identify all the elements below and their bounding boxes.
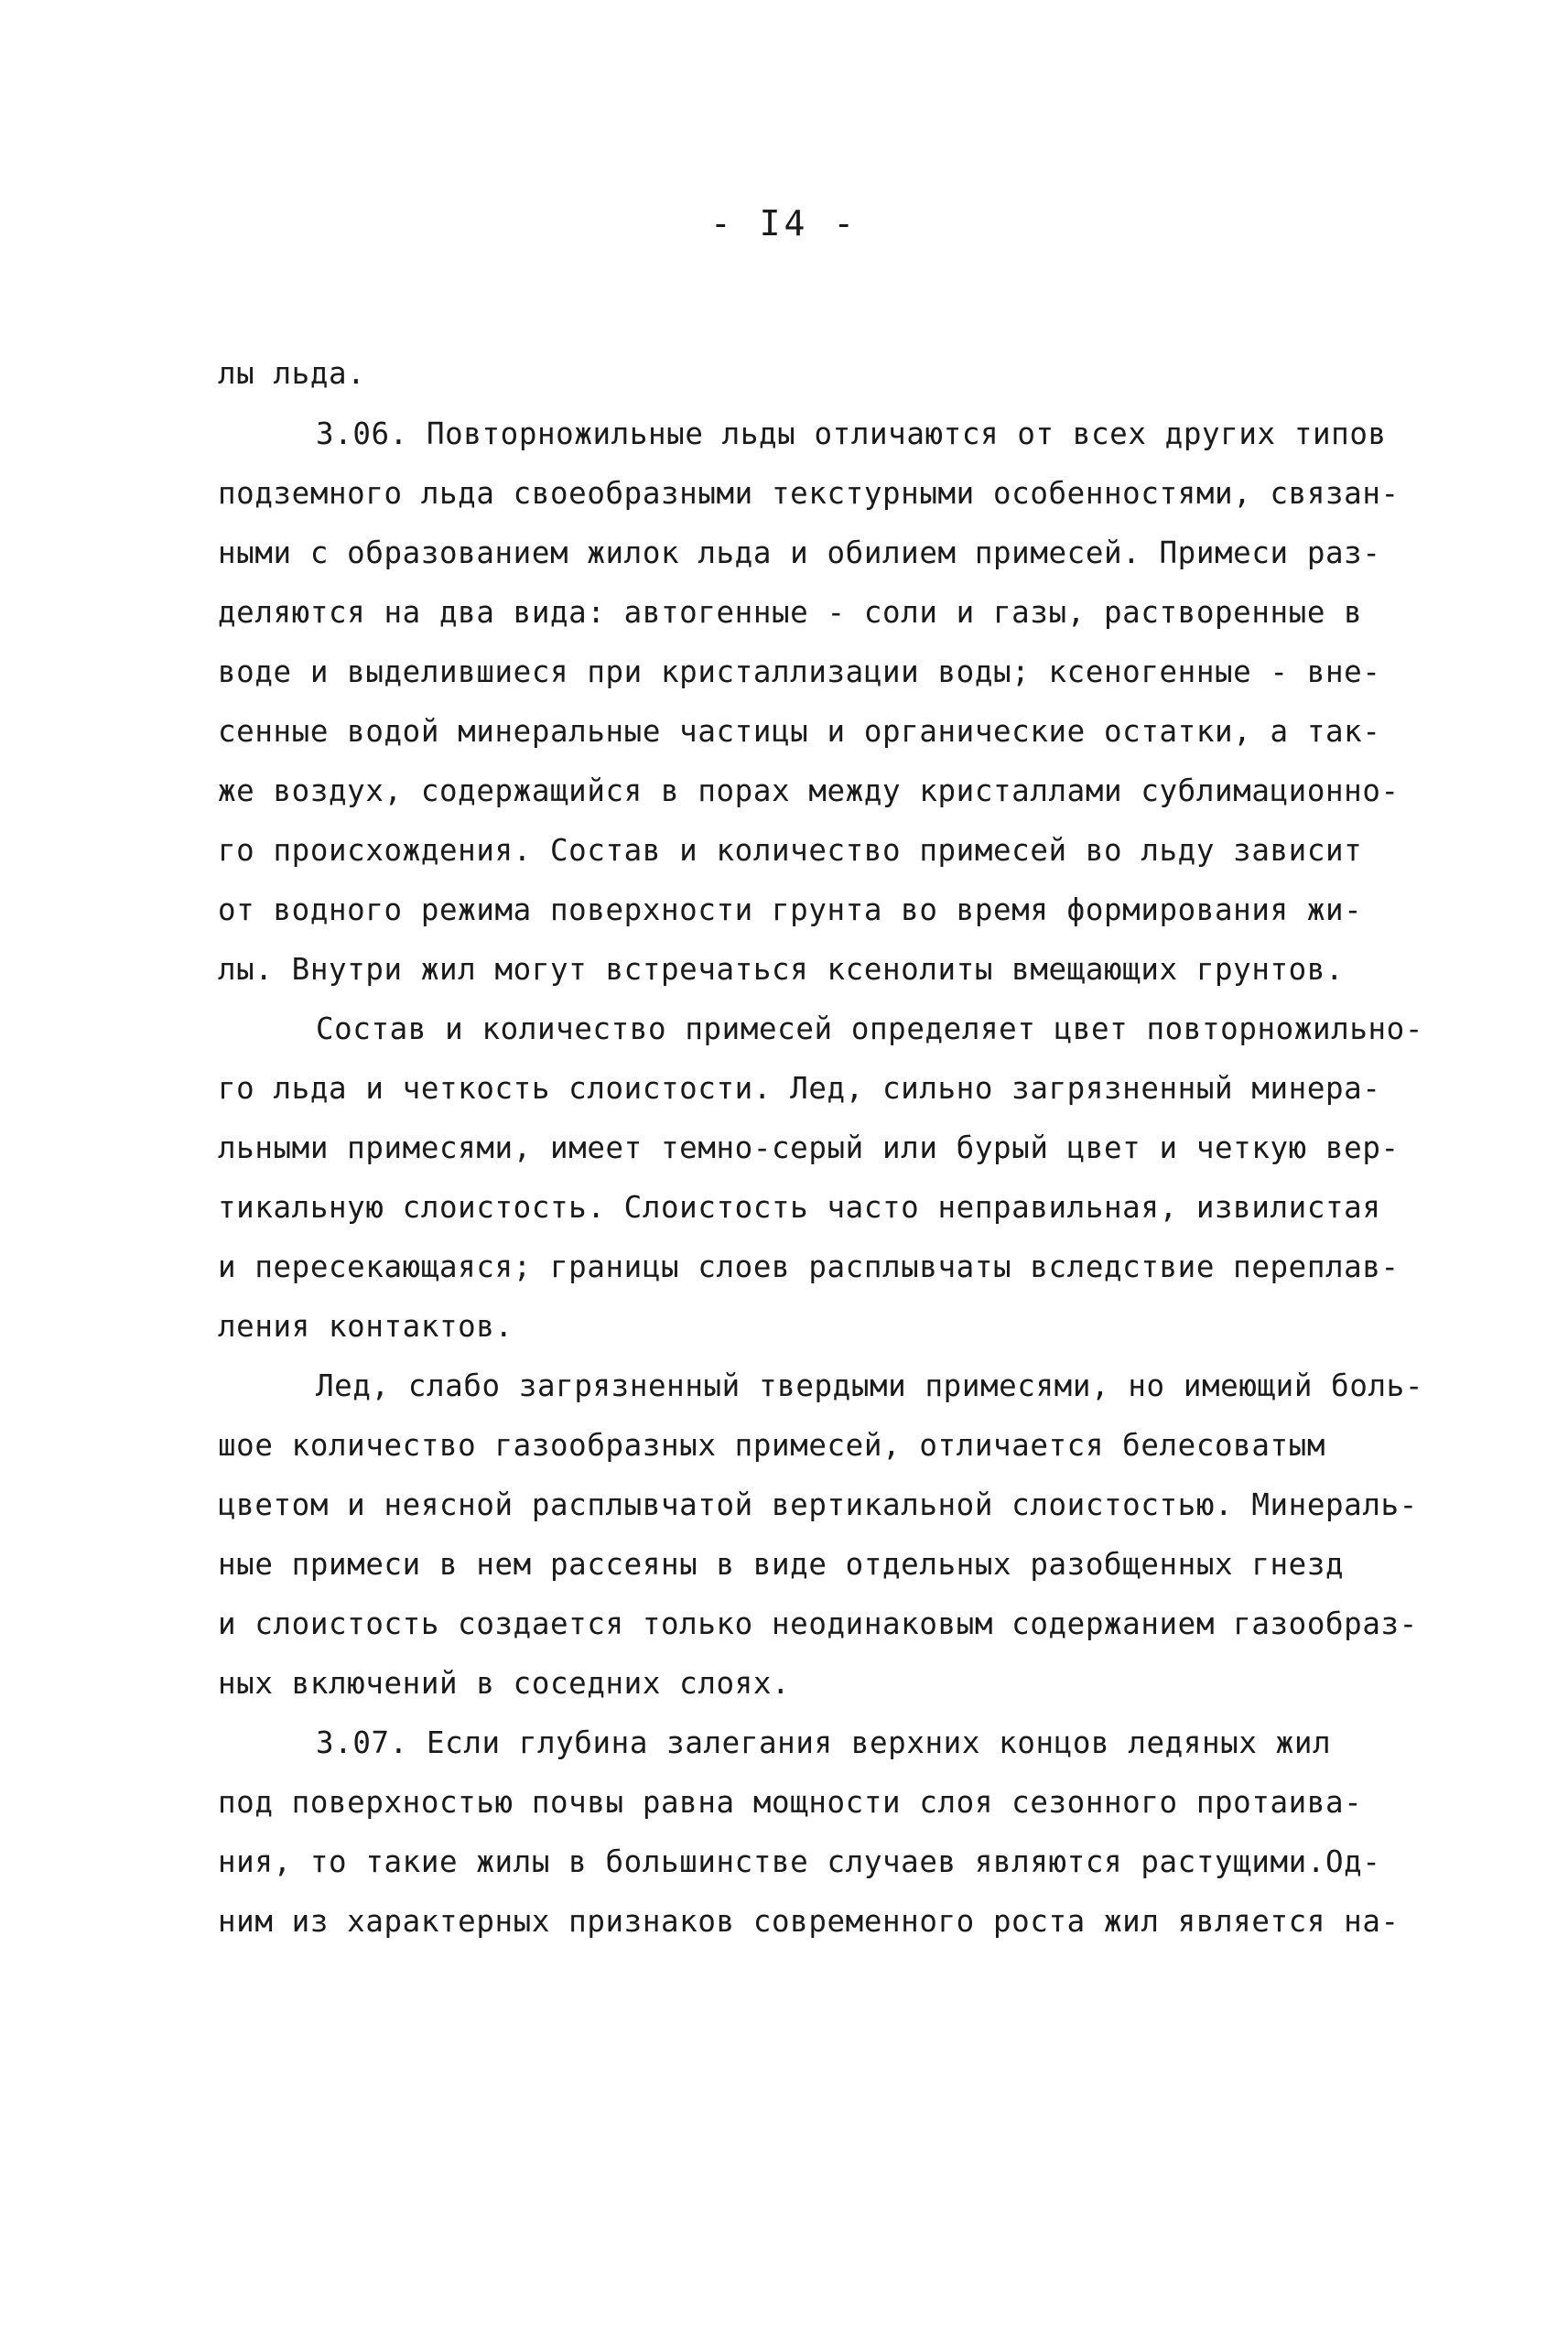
text-line: льными примесями, имеет темно-серый или бурый цвет и четкую вер- [218, 1130, 1400, 1165]
text-line: го происхождения. Состав и количество примесей во льду зависит [218, 833, 1363, 868]
text-line: ления контактов. [218, 1309, 514, 1344]
text-line: подземного льда своеобразными текстурными особенностями, связан- [218, 476, 1400, 511]
text-line: тикальную слоистость. Слоистость часто неправильная, извилистая [218, 1190, 1381, 1225]
text-line: цветом и неясной расплывчатой вертикальной слоистостью. Минераль- [218, 1487, 1418, 1522]
text-line: Лед, слабо загрязненный твердыми примесями, но имеющий боль- [316, 1368, 1423, 1403]
text-line: ные примеси в нем рассеяны в виде отдельных разобщенных гнезд [218, 1547, 1345, 1582]
text-line: ных включений в соседних слоях. [218, 1666, 791, 1701]
text-line: 3.07. Если глубина залегания верхних концов ледяных жил [316, 1725, 1332, 1760]
text-line: шое количество газообразных примесей, отличается белесоватым [218, 1428, 1325, 1463]
text-line: под поверхностью почвы равна мощности слоя сезонного протаива- [218, 1785, 1363, 1820]
text-line: и пересекающаяся; границы слоев расплывчаты вследствие переплав- [218, 1249, 1400, 1284]
text-line: от водного режима поверхности грунта во время формирования жи- [218, 892, 1363, 927]
text-line: Состав и количество примесей определяет цвет повторножильно- [316, 1011, 1423, 1046]
text-line: го льда и четкость слоистости. Лед, сильно загрязненный минера- [218, 1071, 1381, 1106]
text-line: лы. Внутри жил могут встречаться ксенолиты вмещающих грунтов. [218, 952, 1345, 987]
page-number: - I4 - [709, 203, 859, 243]
text-line: сенные водой минеральные частицы и органические остатки, а так- [218, 714, 1381, 749]
text-line: и слоистость создается только неодинаковым содержанием газообраз- [218, 1606, 1418, 1641]
text-line: ными с образованием жилок льда и обилием примесей. Примеси раз- [218, 535, 1381, 570]
text-line: же воздух, содержащийся в порах между кристаллами сублимационно- [218, 773, 1400, 808]
text-line: 3.06. Повторножильные льды отличаются от всех других типов [316, 416, 1387, 451]
text-line: лы льда. [218, 356, 366, 391]
text-line: ним из характерных признаков современного роста жил является на- [218, 1904, 1400, 1939]
text-line: ния, то такие жилы в большинстве случаев являются растущими.Од- [218, 1844, 1381, 1879]
text-line: воде и выделившиеся при кристаллизации воды; ксеногенные - вне- [218, 654, 1381, 689]
text-line: деляются на два вида: автогенные - соли и газы, растворенные в [218, 595, 1363, 630]
